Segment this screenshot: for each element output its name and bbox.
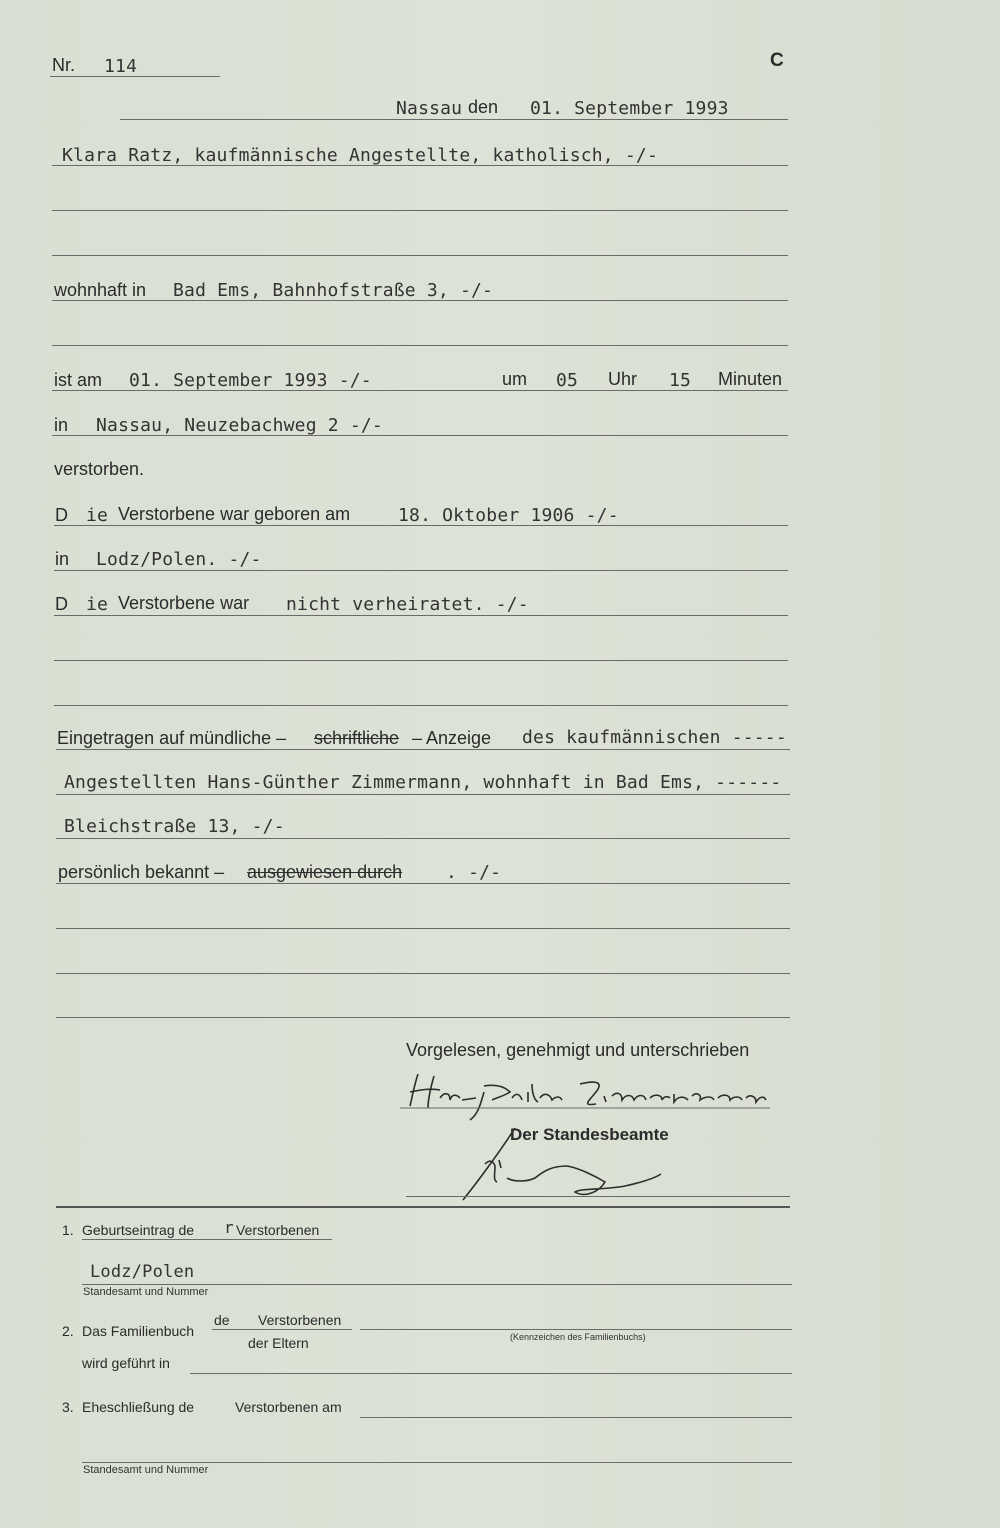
birth-label: Verstorbene war geboren am: [118, 504, 351, 524]
place-value: Nassau: [396, 98, 463, 119]
item1-label2: Verstorbenen: [236, 1222, 320, 1238]
rule: [52, 345, 788, 346]
item2-verstorbenen: Verstorbenen: [258, 1312, 342, 1328]
marital-d-letter: D: [55, 594, 68, 614]
entry-line3: Bleichstraße 13, -/-: [64, 816, 285, 837]
rule: [56, 1017, 790, 1018]
item1-sublabel: Standesamt und Nummer: [83, 1286, 209, 1298]
rule: [52, 435, 788, 436]
item2-number: 2.: [62, 1323, 74, 1339]
date-underline: [120, 119, 788, 120]
birth-place: Lodz/Polen. -/-: [96, 549, 262, 570]
death-hour: 05: [556, 370, 579, 391]
rule: [52, 300, 788, 301]
verstorben-label: verstorben.: [54, 459, 145, 479]
known-struck: ausgewiesen durch: [247, 862, 403, 882]
rule: [54, 570, 788, 571]
rule: [52, 255, 788, 256]
death-minute: 15: [669, 370, 692, 391]
item1-value: Lodz/Polen: [90, 1262, 195, 1282]
entry-line1: des kaufmännischen -----: [522, 727, 787, 748]
witness-signature-icon: [400, 1062, 780, 1122]
item2-sublabel: (Kennzeichen des Familienbuchs): [510, 1332, 646, 1342]
corner-letter: C: [770, 50, 784, 71]
item2-de: de: [214, 1312, 230, 1328]
uhr-label: Uhr: [608, 369, 638, 389]
rule: [360, 1417, 792, 1418]
rule: [190, 1373, 792, 1374]
birth-in-label: in: [55, 549, 70, 569]
entry-struck-word: schriftliche: [314, 728, 400, 748]
rule: [82, 1239, 332, 1240]
rule: [52, 165, 788, 166]
death-in-label: in: [54, 415, 69, 435]
entry-line2: Angestellten Hans-Günther Zimmermann, wohnhaft in Bad Ems, ------: [64, 772, 782, 793]
footer-separator: [56, 1206, 790, 1208]
residence-value: Bad Ems, Bahnhofstraße 3, -/-: [173, 280, 494, 301]
entry-label-start: Eingetragen auf mündliche –: [57, 728, 287, 748]
item3-label: Eheschließung de: [82, 1399, 195, 1415]
marital-value: nicht verheiratet. -/-: [286, 594, 529, 615]
rule: [52, 390, 788, 391]
death-place: Nassau, Neuzebachweg 2 -/-: [96, 415, 383, 436]
rule: [56, 973, 790, 974]
um-label: um: [502, 369, 528, 389]
rule: [56, 794, 790, 795]
marital-label: Verstorbene war: [118, 593, 250, 613]
nr-label: Nr.: [52, 55, 76, 75]
den-label: den: [468, 97, 499, 117]
rule: [56, 838, 790, 839]
marital-d-suffix: ie: [86, 594, 109, 615]
rule: [54, 705, 788, 706]
rule: [56, 749, 790, 750]
birth-d-letter: D: [55, 505, 68, 525]
rule: [54, 615, 788, 616]
item1-label: Geburtseintrag de: [82, 1222, 195, 1238]
item2-label: Das Familienbuch: [82, 1323, 195, 1339]
known-value: . -/-: [446, 862, 502, 883]
registrar-label: Der Standesbeamte: [510, 1125, 669, 1144]
item3-label2: Verstorbenen am: [235, 1399, 342, 1415]
birth-d-suffix: ie: [86, 505, 109, 526]
rule: [82, 1284, 792, 1285]
rule: [82, 1462, 792, 1463]
rule: [360, 1329, 792, 1330]
rule: [54, 660, 788, 661]
death-date: 01. September 1993 -/-: [129, 370, 372, 391]
item3-number: 3.: [62, 1399, 74, 1415]
rule: [54, 525, 788, 526]
entry-label-end: – Anzeige: [412, 728, 492, 748]
item1-number: 1.: [62, 1222, 74, 1238]
minuten-label: Minuten: [718, 369, 783, 389]
residence-label: wohnhaft in: [54, 280, 147, 300]
rule: [56, 928, 790, 929]
rule: [52, 210, 788, 211]
ist-am-label: ist am: [54, 370, 103, 390]
item2-eltern: der Eltern: [248, 1335, 309, 1351]
birth-date: 18. Oktober 1906 -/-: [398, 505, 619, 526]
item3-sublabel: Standesamt und Nummer: [83, 1464, 209, 1476]
fraction-line: [212, 1329, 352, 1330]
person-line: Klara Ratz, kaufmännische Angestellte, katholisch, -/-: [62, 145, 658, 166]
nr-underline: [50, 76, 220, 77]
registration-date: 01. September 1993: [530, 98, 729, 119]
read-approved-label: Vorgelesen, genehmigt und unterschrieben: [406, 1040, 750, 1060]
nr-value: 114: [104, 56, 138, 77]
registrar-line: [406, 1196, 790, 1197]
rule: [56, 883, 790, 884]
item2-line2-label: wird geführt in: [82, 1355, 170, 1371]
known-label: persönlich bekannt –: [58, 862, 225, 882]
item1-typed-letter: r: [224, 1218, 234, 1237]
